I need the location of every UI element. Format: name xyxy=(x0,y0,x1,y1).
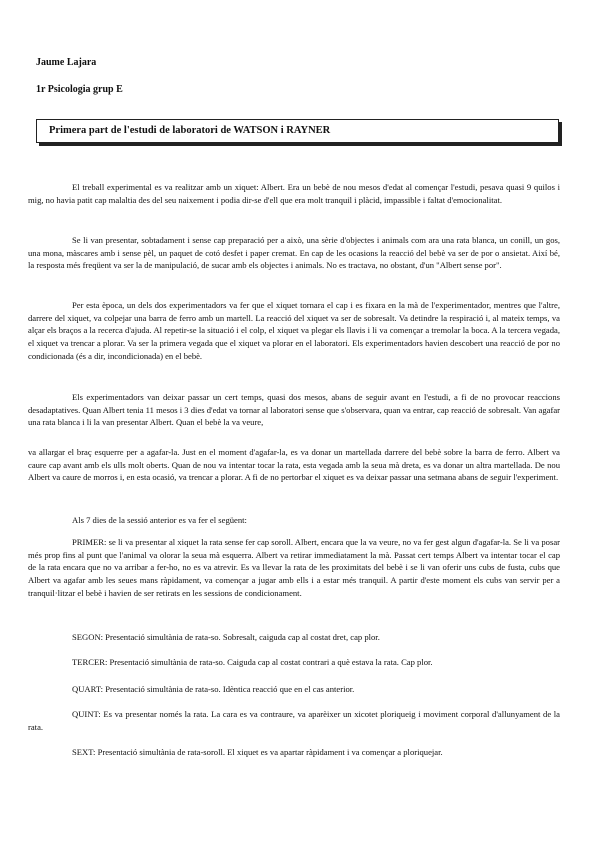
paragraph-fourth-trial xyxy=(28,683,568,696)
title-box xyxy=(36,119,559,143)
paragraph-conditioning-continued xyxy=(28,446,560,484)
paragraph-stimuli xyxy=(28,234,560,272)
paragraph-second-trial xyxy=(28,631,568,644)
author-name: Jaume Lajara xyxy=(36,57,97,68)
paragraph-subject xyxy=(28,181,560,206)
paragraph-third-trial xyxy=(28,656,568,669)
paragraph-unconditioned xyxy=(28,299,560,363)
paragraph-fifth-trial xyxy=(28,708,560,733)
document-title: Primera part de l'estudi de laboratori de WATSON i RAYNER xyxy=(49,125,331,136)
paragraph-text: El treball experimental es va realitzar amb un xiquet: Albert. Era un bebè de nou mesos d'edat al començar l'estudi, pesava quasi 9 quilos i mig, no havia patit cap malaltia des del seu naixement i podia dir-se d'ell que era molt tranquil i plàcid, impassible i faltat d'emocionalitat. xyxy=(28,182,560,205)
paragraph-text: TERCER: Presentació simultània de rata-so. Caiguda cap al costat contrari a què estava la rata. Cap plor. xyxy=(72,657,433,667)
paragraph-text: SEXT: Presentació simultània de rata-soroll. El xiquet es va apartar ràpidament i va començar a ploriquejar. xyxy=(72,747,443,757)
paragraph-text: PRIMER: se li va presentar al xiquet la rata sense fer cap soroll. Albert, encara que la va veure, no va fer gest algun d'agafar-la. Se li va posar més prop fins al punt que l'animal va olorar la seua mà esquerra. Albert va retirar immediatament la mà. Passat cert temps Albert va intentar tocar el cap de la rata encara que no va arribar a fer-ho, no es va atrevir. Es va llevar la rata de les proximitats del bebè i se li van oferir uns cubs de fusta, cubs que Albert va agafar amb les seues mans ràpidament, va començar a jugar amb ells i a estar més tranquil. A partir d'este moment els cubs van servir per a tranquil·litzar el bebè i havien de ser retirats en les sessions de condicionament. xyxy=(28,537,560,598)
paragraph-text: Se li van presentar, sobtadament i sense cap preparació per a això, una sèrie d'objectes i animals com ara una rata blanca, un conill, un gos, una mona, màscares amb i sense pèl, un paquet de cotó desfet i paper cremat. En cap de les ocasions la reacció del bebè va ser de por o ansietat. Així bé, la resposta més freqüent va ser la de manipulació, de sucar amb els objectes i animals. No es tractava, no obstant, d'un "Albert sense por". xyxy=(28,235,560,271)
paragraph-seven-days xyxy=(28,514,568,527)
paragraph-text: SEGON: Presentació simultània de rata-so. Sobresalt, caiguda cap al costat dret, cap plor. xyxy=(72,632,380,642)
paragraph-sixth-trial xyxy=(28,746,568,759)
paragraph-text: QUINT: Es va presentar només la rata. La cara es va contraure, va aparèixer un xicotet ploriqueig i moviment corporal d'allunyament de la rata. xyxy=(28,709,560,732)
paragraph-conditioning-start xyxy=(28,391,560,429)
paragraph-first-trial xyxy=(28,536,560,600)
paragraph-text: QUART: Presentació simultània de rata-so. Idèntica reacció que en el cas anterior. xyxy=(72,684,355,694)
paragraph-text: Per esta època, un dels dos experimentadors va fer que el xiquet tornara el cap i es fixara en la mà de l'experimentador, mentres que l'altre, darrere del xiquet, va colpejar una barra de ferro amb un martell. La reacció del xiquet va ser de sobresalt. Va detindre la respiració i, al mateix temps, va alçar els braços a la recerca d'ajuda. Al repetir-se la situació i el colp, el xiquet va plegar els llavis i li va començar a tremolar la boca. A la tercera vegada, el xiquet va trencar a plorar. Va ser la primera vegada que el xiquet va plorar en el laboratori. Els experimentadors havien descobert una reacció de por no condicionada (és a dir, incondicionada) en el bebè. xyxy=(28,300,560,361)
course-group: 1r Psicologia grup E xyxy=(36,84,123,95)
paragraph-text: va allargar el braç esquerre per a agafar-la. Just en el moment d'agafar-la, es va donar un martellada darrere del bebè sobre la barra de ferro. Albert va caure cap avant amb els ulls molt oberts. Quan de nou va intentar tocar la rata, esta vegada amb la seua mà dreta, es va donar un altra martellada. De nou Albert va caure de morros i, en esta ocasió, va trencar a plorar. A fi de no pertorbar el xiquet es va deixar passar una setmana abans de seguir l'experiment. xyxy=(28,447,560,483)
paragraph-text: Als 7 dies de la sessió anterior es va fer el següent: xyxy=(72,515,247,525)
paragraph-text: Els experimentadors van deixar passar un cert temps, quasi dos mesos, abans de seguir avant en l'estudi, a fi de no provocar reaccions desadaptatives. Quan Albert tenia 11 mesos i 3 dies d'edat va tornar al laboratori sense que s'observara, quan va entrar, cap reacció de sobresalt. Van agafar una rata blanca i li la van presentar Albert. Quan el bebè la va veure, xyxy=(28,392,560,428)
